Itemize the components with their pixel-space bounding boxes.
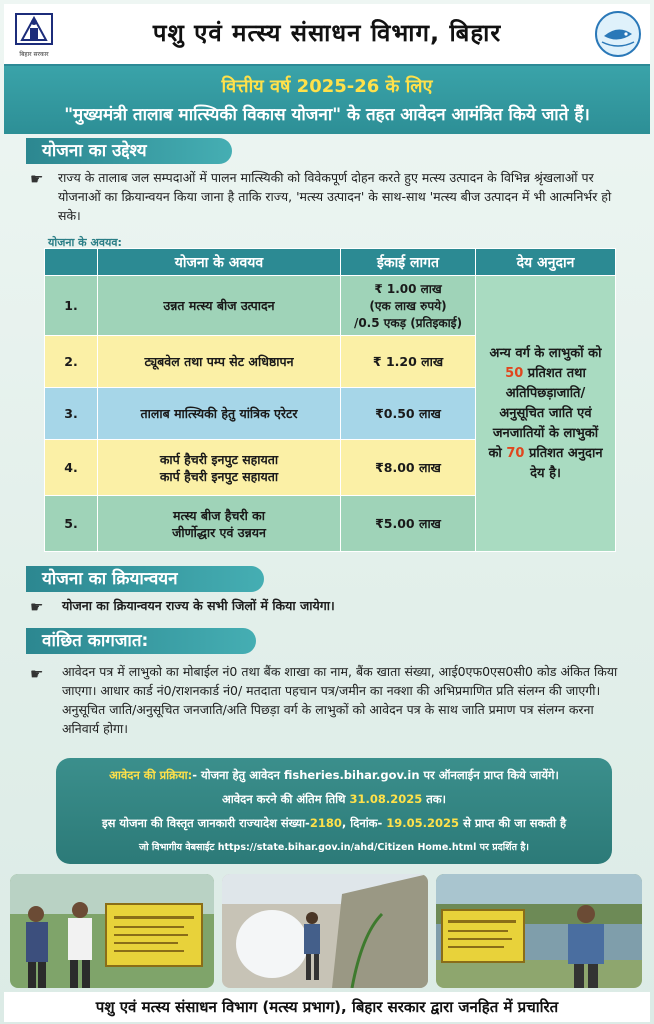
row-number: 4. xyxy=(45,440,98,496)
apply-line-3 xyxy=(56,816,612,831)
documents-text: आवेदन पत्र में लाभुको का मोबाईल नं0 तथा बैंक शाखा का नाम, बैंक खाता संख्या, आई0एफ0एस0सी0 कोड अंकित किया जाएगा। आधार कार्ड नं0/राशनकार्ड नं0/ मतदाता पहचान पत्र/जमीन का नक्शा की अभिप्रमाणित प्रति संलग्न की जाएगी। अनुसूचित जाति/अनुसूचित जनजाति/अति पिछड़ा वर्ग के लाभुकों को आवेदन पत्र के साथ जाति प्रमाण पत्र संलग्न करना अनिवार्य होगा। xyxy=(62,664,618,736)
row-component: ट्यूबवेल तथा पम्प सेट अधिष्ठापन xyxy=(98,336,341,388)
last-date-suffix: तक। xyxy=(422,792,446,806)
footer-credit: पशु एवं मत्स्य संसाधन विभाग (मत्स्य प्रभाग), बिहार सरकार द्वारा जनहित में प्रचारित xyxy=(4,992,650,1022)
financial-year-line: वित्तीय वर्ष 2025-26 के लिए xyxy=(221,76,433,97)
photo-officer-at-pond-signboard xyxy=(436,874,642,988)
documents-heading: वांछित कागजात: xyxy=(26,628,256,654)
grant-text-1: अन्य वर्ग के लाभुकों को xyxy=(489,345,602,361)
pointing-hand-icon: ☛ xyxy=(30,598,44,616)
col-header-component: योजना के अवयव xyxy=(98,249,341,276)
grant-text-2: प्रतिशत तथा अतिपिछड़ाजाति/ अनुसूचित जाति एवं जनजातियों के लाभुकों को xyxy=(488,365,599,461)
grant-cell xyxy=(476,276,616,552)
row-cost: ₹5.00 लाख xyxy=(341,496,476,552)
grant-pct-50: 50 xyxy=(505,365,524,381)
pointing-hand-icon: ☛ xyxy=(30,170,44,188)
scheme-invitation-line: "मुख्यमंत्री तालाब मात्स्यिकी विकास योजना" के तहत आवेदन आमंत्रित किये जाते हैं। xyxy=(64,105,590,125)
implementation-heading: योजना का क्रियान्वयन xyxy=(26,566,264,592)
last-date: 31.08.2025 xyxy=(349,792,423,806)
last-date-prefix: आवेदन करने की अंतिम तिथि xyxy=(222,792,350,806)
apply-online-text: - योजना हेतु आवेदन fisheries.bihar.gov.in पर ऑनलाईन प्राप्त किये जायेंगे। xyxy=(192,768,559,782)
order-date: 19.05.2025 xyxy=(386,816,460,830)
photo-officials-with-signboard xyxy=(10,874,214,988)
objective-text: राज्य के तालाब जल सम्पदाओं में पालन मात्स्यिकी को विवेकपूर्ण दोहन करते हुए मत्स्य उत्पादन के विभिन्न श्रृंखलाओं पर योजनाओं का क्रियान्वयन किया जाना है ताकि राज्य, 'मत्स्य उत्पादन' के साथ-साथ 'मत्स्य बीज उत्पादन में भी आत्मनिर्भर हो सके। xyxy=(58,170,612,223)
pointing-hand-icon: ☛ xyxy=(30,665,44,683)
photo-pond-aerator xyxy=(222,874,428,988)
row-cost: ₹8.00 लाख xyxy=(341,440,476,496)
col-header-no xyxy=(45,249,98,276)
table-row xyxy=(45,276,616,336)
bihar-emblem-icon xyxy=(12,10,56,58)
row-cost: ₹ 1.20 लाख xyxy=(341,336,476,388)
row-component: तालाब मात्स्यिकी हेतु यांत्रिक एरेटर xyxy=(98,388,341,440)
apply-label: आवेदन की प्रक्रिया: xyxy=(109,768,193,782)
components-label: योजना के अवयव: xyxy=(48,236,122,249)
grant-pct-70: 70 xyxy=(506,445,525,461)
row-cost: ₹0.50 लाख xyxy=(341,388,476,440)
website-line: जो विभागीय वेबसाईट https://state.bihar.gov.in/ahd/Citizen Home.html पर प्रदर्शित है। xyxy=(139,842,529,853)
order-suffix: से प्राप्त की जा सकती है xyxy=(459,816,567,830)
fisheries-logo-icon xyxy=(594,10,642,58)
emblem-caption: बिहार सरकार xyxy=(19,51,49,58)
header xyxy=(4,4,650,66)
application-process-box xyxy=(56,758,612,864)
order-mid: , दिनांक- xyxy=(341,816,387,830)
grant-text-3: प्रतिशत अनुदान देय है। xyxy=(524,445,603,481)
objective-heading: योजना का उद्देश्य xyxy=(26,138,232,164)
order-number: 2180 xyxy=(309,816,342,830)
department-title: पशु एवं मत्स्य संसाधन विभाग, बिहार xyxy=(152,19,502,47)
scheme-banner xyxy=(4,66,650,134)
row-number: 1. xyxy=(45,276,98,336)
row-cost: ₹ 1.00 लाख (एक लाख रुपये) /0.5 एकड़ (प्रतिइकाई) xyxy=(341,276,476,336)
apply-line-1 xyxy=(56,768,612,783)
row-number: 3. xyxy=(45,388,98,440)
row-component: उन्नत मत्स्य बीज उत्पादन xyxy=(98,276,341,336)
components-table xyxy=(44,248,616,552)
apply-line-2 xyxy=(56,792,612,807)
row-component: कार्प हैचरी इनपुट सहायता कार्प हैचरी इनपुट सहायता xyxy=(98,440,341,496)
col-header-unit-cost: ईकाई लागत xyxy=(341,249,476,276)
col-header-grant: देय अनुदान xyxy=(476,249,616,276)
row-component: मत्स्य बीज हैचरी का जीर्णोद्धार एवं उन्नयन xyxy=(98,496,341,552)
row-number: 5. xyxy=(45,496,98,552)
order-prefix: इस योजना की विस्तृत जानकारी राज्यादेश संख्या- xyxy=(101,816,310,830)
table-header-row xyxy=(45,249,616,276)
implementation-text: योजना का क्रियान्वयन राज्य के सभी जिलों में किया जायेगा। xyxy=(62,598,335,613)
row-number: 2. xyxy=(45,336,98,388)
